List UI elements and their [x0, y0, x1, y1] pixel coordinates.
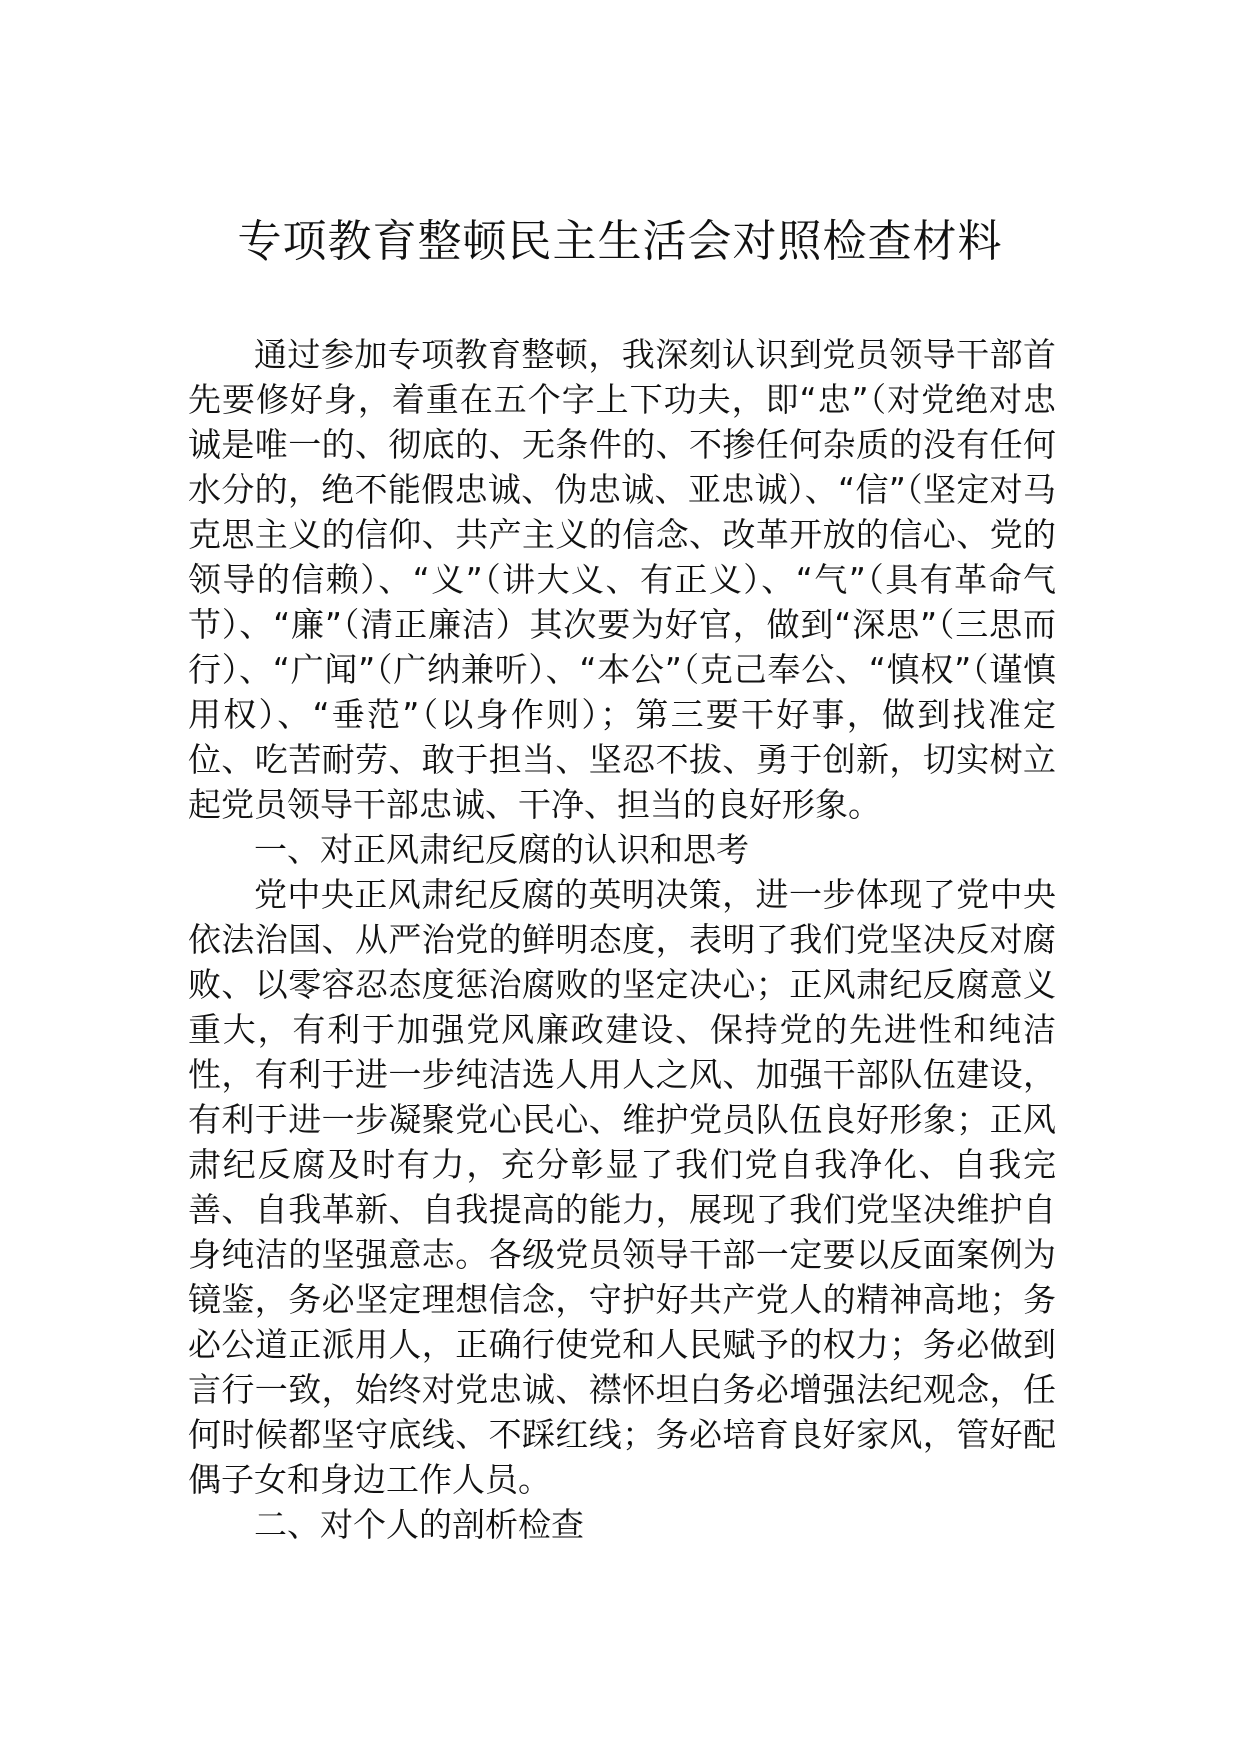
intro-paragraph: 通过参加专项教育整顿，我深刻认识到党员领导干部首先要修好身，着重在五个字上下功夫，即“忠”（对党绝对忠诚是唯一的、彻底的、无条件的、不掺任何杂质的没有任何水分的，绝不能假忠诚、伪忠诚、亚忠诚）、“信”（坚定对马克思主义的信仰、共产主义的信念、改革开放的信心、党的领导的信赖）、“义”（讲大义、有正义）、“气”（具有革命气节）、“廉”（清正廉洁）其次要为好官，做到“深思”（三思而行）、“广闻”（广纳兼听）、“本公”（克己奉公、“慎权”（谨慎用权）、“垂范”（以身作则）；第三要干好事，做到找准定位、吃苦耐劳、敢于担当、坚忍不拔、勇于创新，切实树立起党员领导干部忠诚、干净、担当的良好形象。 [188, 335, 1056, 824]
section-1-paragraph: 党中央正风肃纪反腐的英明决策，进一步体现了党中央依法治国、从严治党的鲜明态度，表明了我们党坚决反对腐败、以零容忍态度惩治腐败的坚定决心；正风肃纪反腐意义重大，有利于加强党风廉政建设、保持党的先进性和纯洁性，有利于进一步纯洁选人用人之风、加强干部队伍建设，有利于进一步凝聚党心民心、维护党员队伍良好形象；正风肃纪反腐及时有力，充分彰显了我们党自我净化、自我完善、自我革新、自我提高的能力，展现了我们党坚决维护自身纯洁的坚强意志。各级党员领导干部一定要以反面案例为镜鉴，务必坚定理想信念，守护好共产党人的精神高地；务必公道正派用人，正确行使党和人民赋予的权力；务必做到言行一致，始终对党忠诚、襟怀坦白务必增强法纪观念，任何时候都坚守底线、不踩红线；务必培育良好家风，管好配偶子女和身边工作人员。 [188, 875, 1056, 1499]
section-1-heading: 一、对正风肃纪反腐的认识和思考 [254, 830, 749, 869]
document-body [188, 332, 1056, 1547]
section-2-heading: 二、对个人的剖析检查 [254, 1505, 584, 1544]
document-title: 专项教育整顿民主生活会对照检查材料 [237, 216, 1003, 267]
